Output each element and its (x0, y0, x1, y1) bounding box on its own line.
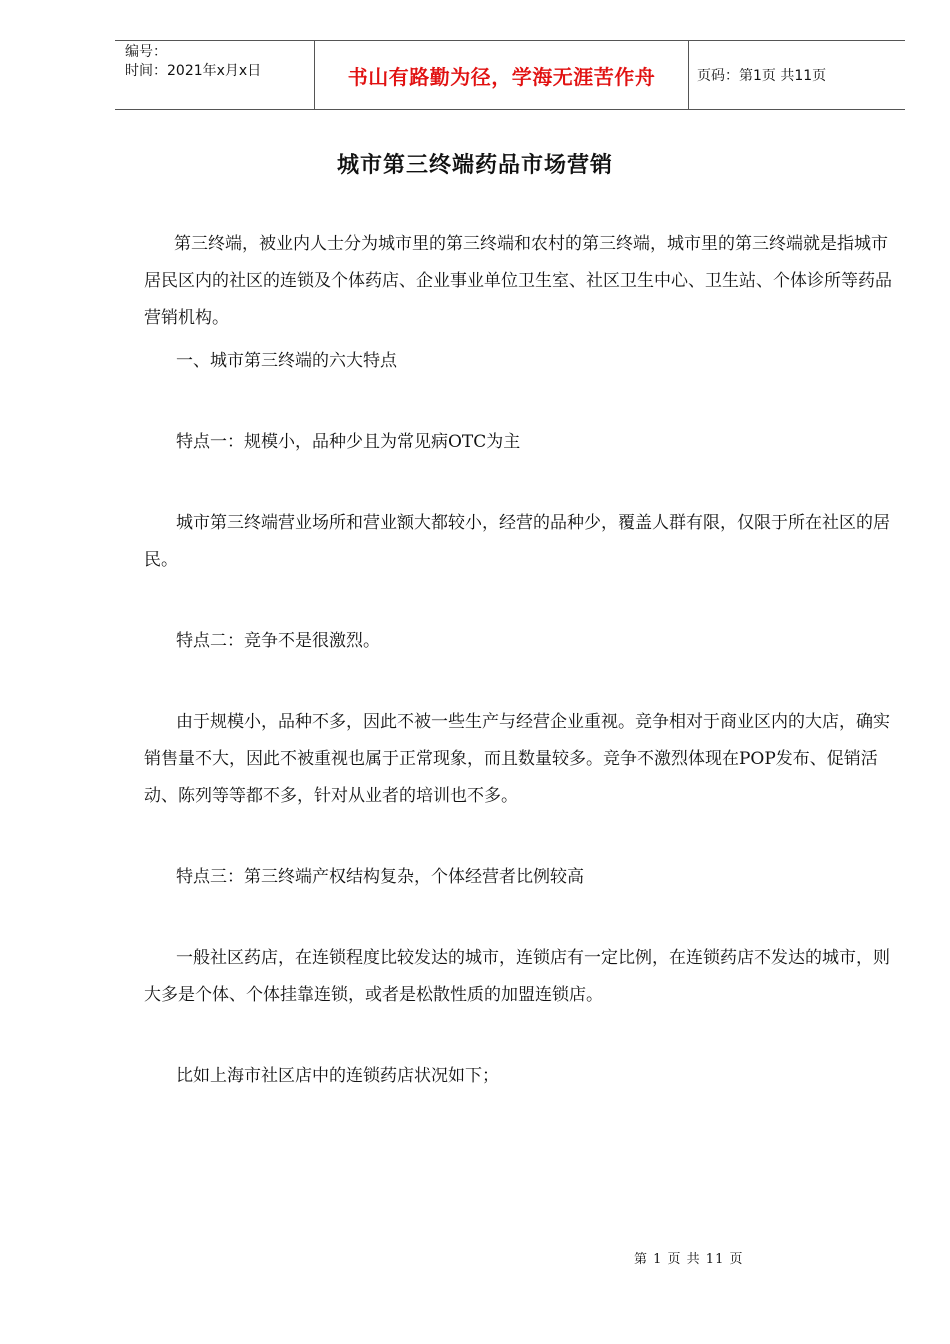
feature-1-heading: 特点一：规模小，品种少且为常见病OTC为主 (176, 432, 521, 452)
header-meta-cell (115, 41, 315, 109)
intro-paragraph: 第三终端，被业内人士分为城市里的第三终端和农村的第三终端，城市里的第三终端就是指城市居民区内的社区的连锁及个体药店、企业事业单位卫生室、社区卫生中心、卫生站、个体诊所等药品营销机构。 (144, 234, 892, 328)
feature-2-heading: 特点二：竞争不是很激烈。 (176, 631, 380, 651)
feature-3-body: 一般社区药店，在连锁程度比较发达的城市，连锁店有一定比例，在连锁药店不发达的城市，则大多是个体、个体挂靠连锁，或者是松散性质的加盟连锁店。 (144, 948, 890, 1005)
number-label: 编号： (125, 44, 167, 60)
page-footer: 第 1 页 共 11 页 (634, 1252, 744, 1267)
document-title: 城市第三终端药品市场营销 (336, 153, 613, 178)
section-heading-1: 一、城市第三终端的六大特点 (176, 351, 397, 371)
time-label: 时间：2021年x月x日 (125, 63, 262, 79)
feature-1-body: 城市第三终端营业场所和营业额大都较小，经营的品种少，覆盖人群有限，仅限于所在社区的居民。 (144, 513, 890, 570)
header-table (115, 40, 905, 110)
motto-text: 书山有路勤为径，学海无涯苦作舟 (315, 41, 689, 109)
document-body (144, 226, 894, 1095)
page-info: 页码：第1页 共11页 (697, 68, 827, 84)
example-paragraph: 比如上海市社区店中的连锁药店状况如下； (176, 1066, 499, 1086)
feature-3-heading: 特点三：第三终端产权结构复杂，个体经营者比例较高 (176, 867, 584, 887)
feature-2-body: 由于规模小，品种不多，因此不被一些生产与经营企业重视。竞争相对于商业区内的大店，确实销售量不大，因此不被重视也属于正常现象，而且数量较多。竞争不激烈体现在POP发布、促销活动、陈列等等都不多，针对从业者的培训也不多。 (144, 712, 890, 806)
